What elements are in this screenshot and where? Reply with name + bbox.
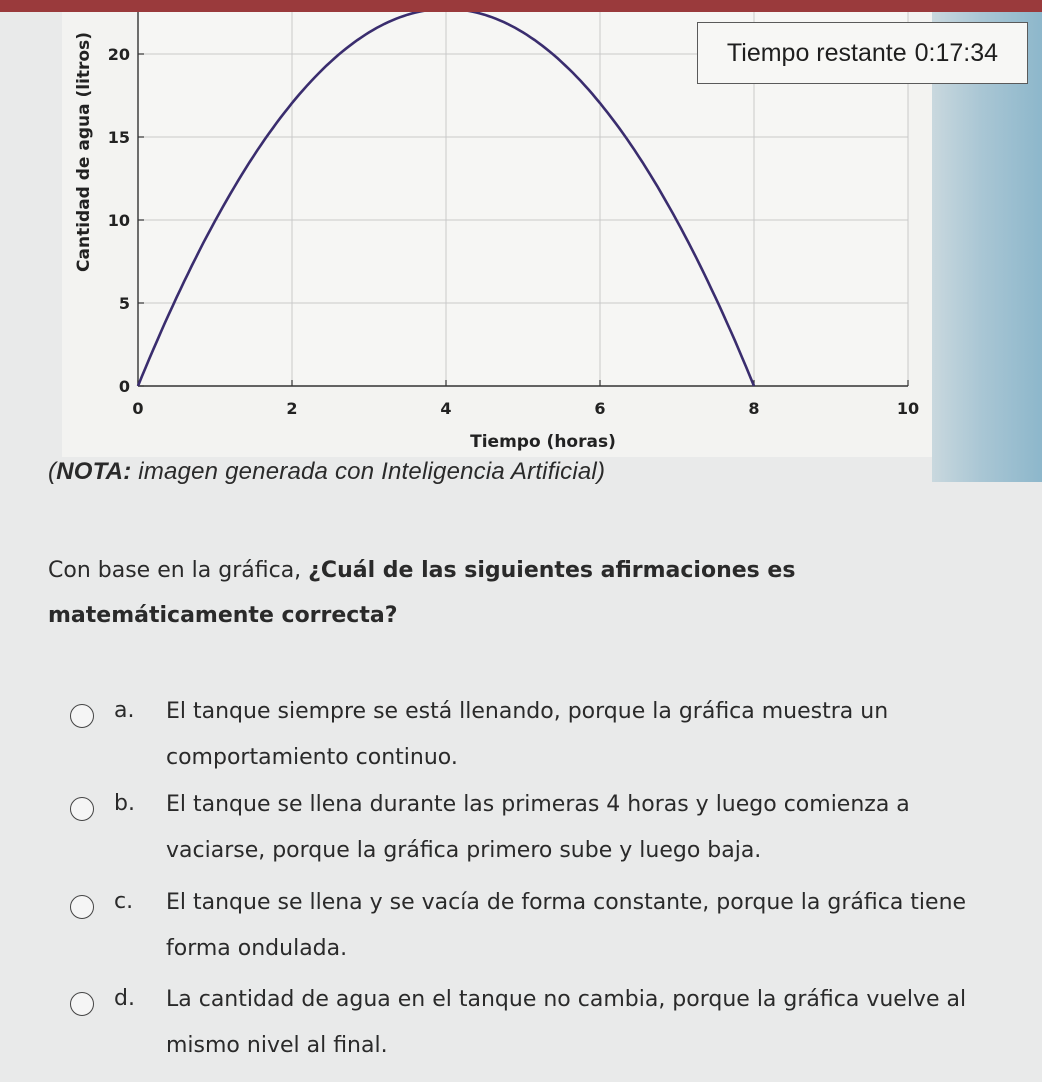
option-letter: a. [114, 698, 135, 723]
radio-button[interactable] [70, 895, 94, 919]
option-text: El tanque siempre se está llenando, porque la gráfica muestra un comportamiento continuo. [166, 699, 889, 770]
question-intro: Con base en la gráfica, [48, 558, 302, 583]
timer-value: 0:17:34 [914, 38, 999, 67]
timer-box [697, 22, 1028, 84]
y-tick-label: 0 [118, 377, 130, 396]
option-letter: b. [114, 791, 135, 816]
y-tick-label: 20 [107, 45, 130, 64]
option-text: El tanque se llena y se vacía de forma constante, porque la gráfica tiene forma ondulada. [166, 890, 967, 961]
ai-note: (NOTA: imagen generada con Inteligencia Artificial) [48, 458, 606, 485]
note-text: imagen generada con Inteligencia Artificial [138, 458, 597, 485]
x-tick-label: 8 [748, 399, 760, 418]
option-letter: d. [114, 986, 135, 1011]
x-tick-label: 4 [440, 399, 452, 418]
question-text [48, 548, 908, 638]
y-tick-label: 15 [107, 128, 130, 147]
question-bold: ¿Cuál de las siguientes afirmaciones es matemáticamente correcta? [48, 558, 796, 628]
x-tick-label: 6 [594, 399, 606, 418]
note-prefix: NOTA: [56, 458, 132, 485]
radio-button[interactable] [70, 797, 94, 821]
timer-label: Tiempo restante [726, 38, 907, 67]
x-tick-label: 10 [896, 399, 920, 418]
header-bar [0, 0, 1042, 12]
option-text: La cantidad de agua en el tanque no cambia, porque la gráfica vuelve al mismo nivel al final. [166, 987, 967, 1058]
option-text: El tanque se llena durante las primeras 4 horas y luego comienza a vaciarse, porque la gráfica primero sube y luego baja. [166, 792, 910, 863]
x-tick-label: 0 [132, 399, 144, 418]
y-axis-label: Cantidad de agua (litros) [74, 32, 94, 272]
option-letter: c. [114, 889, 134, 914]
radio-button[interactable] [70, 992, 94, 1016]
x-tick-label: 2 [286, 399, 298, 418]
y-tick-label: 10 [107, 211, 130, 230]
y-tick-label: 5 [118, 294, 130, 313]
x-axis-label: Tiempo (horas) [470, 432, 616, 452]
radio-button[interactable] [70, 704, 94, 728]
